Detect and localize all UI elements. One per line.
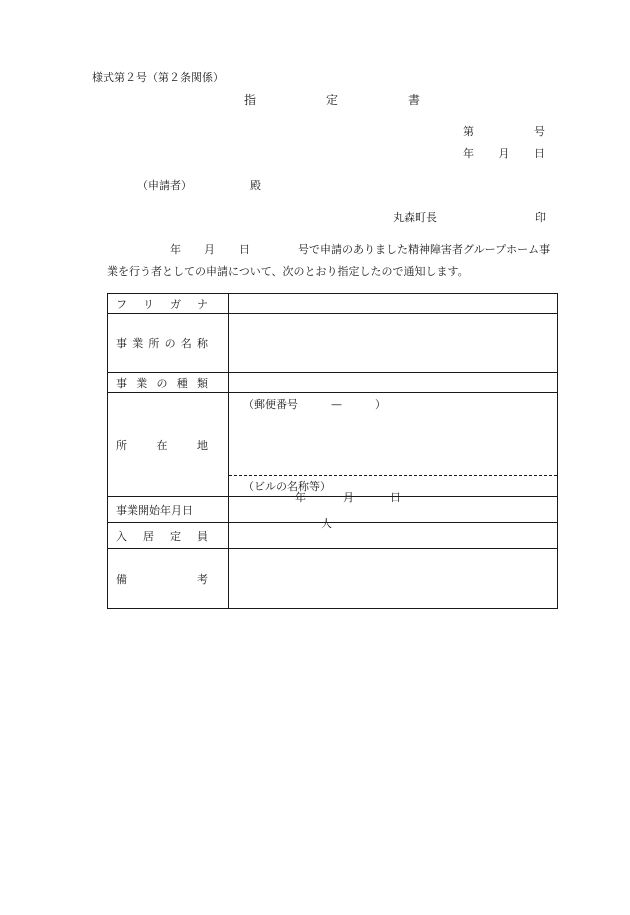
issue-date bbox=[463, 148, 545, 159]
date-day: 日 bbox=[534, 147, 545, 160]
business-type-label: 事 業 の 種 類 bbox=[116, 376, 208, 390]
designation-table bbox=[107, 293, 558, 609]
remarks-label-cell bbox=[108, 549, 229, 609]
form-number: 様式第２号（第２条関係） bbox=[92, 71, 224, 84]
doc-number-prefix: 第 bbox=[463, 125, 474, 138]
date-month: 月 bbox=[498, 147, 510, 160]
start-day-unit: 日 bbox=[390, 491, 401, 504]
date-year: 年 bbox=[463, 147, 474, 160]
body-year: 年 bbox=[170, 243, 181, 256]
address-label-cell bbox=[108, 393, 229, 497]
facility-name-label-cell bbox=[108, 314, 229, 373]
capacity-label: 入 居 定 員 bbox=[116, 529, 208, 543]
start-date-label: 事業開始年月日 bbox=[116, 503, 193, 517]
furigana-label: フ リ ガ ナ bbox=[116, 297, 208, 311]
title-char: 定 bbox=[325, 93, 338, 107]
body-day: 日 bbox=[239, 243, 250, 256]
facility-name-field[interactable] bbox=[229, 314, 558, 373]
start-date-label-cell bbox=[108, 497, 229, 523]
start-year-unit: 年 bbox=[295, 491, 306, 504]
capacity-unit: 人 bbox=[321, 517, 332, 530]
postal-code-text: （郵便番号 — ） bbox=[243, 398, 386, 411]
remarks-label: 備 考 bbox=[116, 572, 208, 586]
furigana-label-cell bbox=[108, 294, 229, 314]
start-date-field[interactable] bbox=[229, 491, 558, 523]
furigana-field[interactable] bbox=[229, 294, 558, 314]
business-type-field[interactable] bbox=[229, 373, 558, 393]
body-line-2: 業を行う者としての申請について、次のとおり指定したので通知します。 bbox=[107, 265, 469, 278]
address-label: 所 在 地 bbox=[116, 438, 208, 452]
doc-number-suffix: 号 bbox=[534, 125, 545, 138]
seal-mark: 印 bbox=[535, 211, 546, 224]
body-text: 号で申請のありました精神障害者グループホーム事 bbox=[298, 243, 551, 256]
capacity-field[interactable] bbox=[229, 517, 558, 549]
applicant-label: （申請者） bbox=[137, 179, 192, 192]
capacity-label-cell bbox=[108, 523, 229, 549]
facility-name-label: 事 業 所 の 名 称 bbox=[116, 337, 208, 350]
remarks-field[interactable] bbox=[229, 549, 558, 609]
business-type-label-cell bbox=[108, 373, 229, 393]
start-month-unit: 月 bbox=[343, 491, 354, 504]
body-month: 月 bbox=[204, 243, 215, 256]
document-title bbox=[244, 94, 420, 106]
document-number bbox=[463, 126, 545, 137]
issuer-name: 丸森町長 bbox=[393, 211, 437, 224]
title-char: 指 bbox=[244, 93, 257, 107]
address-main-area[interactable] bbox=[229, 393, 557, 476]
honorific: 殿 bbox=[250, 179, 261, 192]
title-char: 書 bbox=[407, 93, 420, 107]
address-field[interactable] bbox=[229, 393, 558, 497]
building-name-text: （ビルの名称等） bbox=[243, 480, 331, 493]
